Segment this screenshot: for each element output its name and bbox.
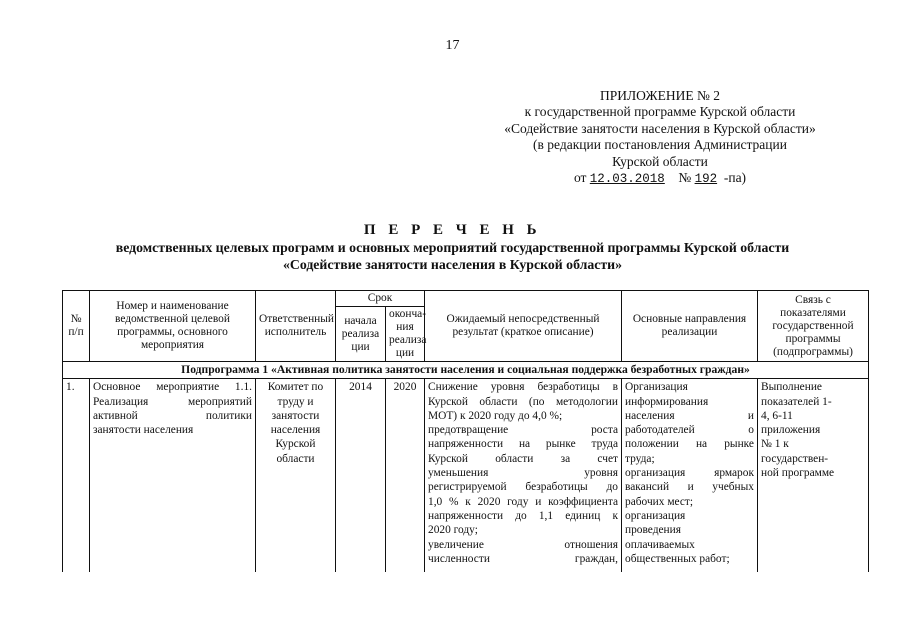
row-executor: Комитет по труду и занятости населения Курской области (256, 379, 336, 572)
date-prefix: от (573, 170, 587, 186)
appendix-line-1: к государственной программе Курской области (524, 104, 796, 120)
subprogram-title: Подпрограмма 1 «Активная политика занятости населения и социальная поддержка безработных граждан» (63, 362, 869, 379)
decree-suffix: -па) (723, 170, 747, 186)
header-num: № п/п (63, 291, 90, 362)
table-row (63, 379, 869, 572)
number-sign: № (678, 170, 692, 186)
document-subtitle (0, 239, 905, 273)
header-link: Связь с показателями государственной программы (подпрограммы) (758, 291, 869, 362)
subtitle-line-1: ведомственных целевых программ и основных мероприятий государственной программы Курской области (115, 240, 790, 255)
row-name: Основное мероприятие 1.1. Реализация мероприятий активной политики занятости населения (90, 379, 256, 572)
header-executor: Ответственный исполнитель (256, 291, 336, 362)
page-number: 17 (445, 38, 460, 53)
header-directions: Основные направления реализации (622, 291, 758, 362)
decree-date: 12.03.2018 (589, 172, 665, 187)
subtitle-line-2: «Содействие занятости населения в Курской области» (282, 257, 623, 272)
appendix-line-4: Курской области (612, 153, 708, 169)
row-link: Выполнение показателей 1- 4, 6-11 приложения № 1 к государствен- ной программе (758, 379, 869, 572)
header-start: начала реализа ции (336, 307, 386, 362)
appendix-header (470, 88, 850, 187)
row-directions: Организация информирования населения и работодателей о положении на рынке труда; организация ярмарок вакансий и учебных рабочих мест; организация проведения оплачиваемых общественных работ; (622, 379, 758, 572)
appendix-date-line (470, 170, 850, 187)
programs-table (62, 290, 869, 572)
header-term: Срок (336, 291, 425, 307)
header-row-1 (63, 291, 869, 307)
appendix-line-3: (в редакции постановления Администрации (533, 137, 787, 153)
row-start-year: 2014 (336, 379, 386, 572)
row-end-year: 2020 (386, 379, 425, 572)
header-name: Номер и наименование ведомственной целевой программы, основного мероприятия (90, 291, 256, 362)
header-end: оконча- ния реализа ции (386, 307, 425, 362)
document-title: П Е Р Е Ч Е Н Ь (363, 222, 542, 238)
header-result: Ожидаемый непосредственный результат (краткое описание) (425, 291, 622, 362)
appendix-line-2: «Содействие занятости населения в Курской области» (504, 120, 816, 136)
decree-number: 192 (694, 172, 718, 187)
row-num: 1. (63, 379, 90, 572)
subprogram-row (63, 362, 869, 379)
row-result: Снижение уровня безработицы в Курской области (по методологии МОТ) к 2020 году до 4,0 %; предотвращение роста напряженности на рынке труда Курской области за счет уменьшения уровня регистрируемой безработицы до 1,0 % к 2020 году и коэффициента напряженности до 1,1 единиц к 2020 году; увеличение отношения численности граждан, (425, 379, 622, 572)
appendix-title: ПРИЛОЖЕНИЕ № 2 (599, 88, 721, 103)
